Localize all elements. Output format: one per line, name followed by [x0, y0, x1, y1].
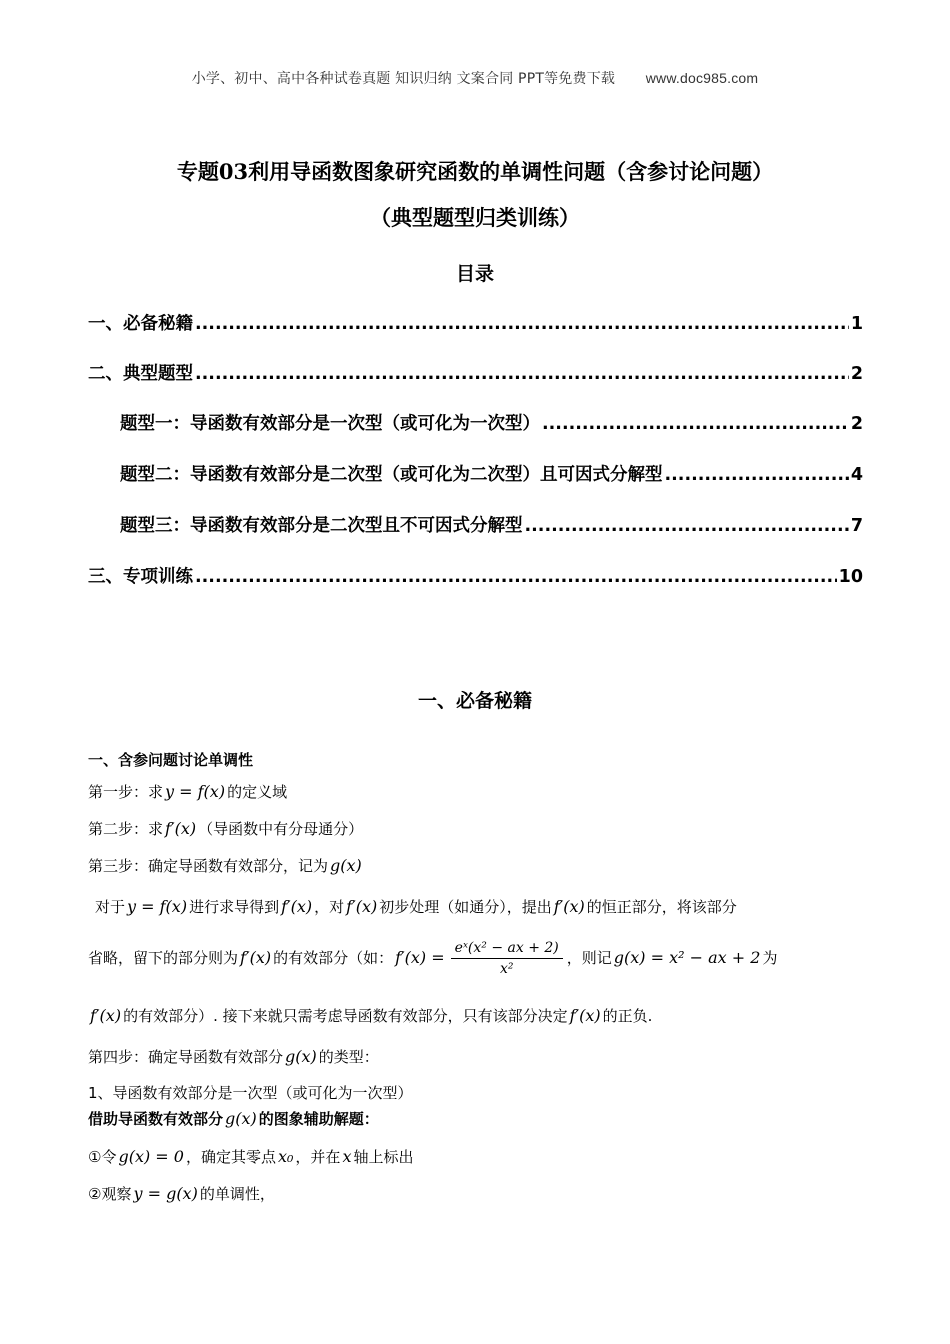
toc-leader-dots: [542, 414, 849, 434]
math-expr: y = f(x): [127, 897, 188, 916]
math-expr: x: [342, 1147, 352, 1166]
text: ，对: [314, 898, 345, 916]
math-expr: f′(x): [281, 897, 313, 916]
header-site-text: 小学、初中、高中各种试卷真题 知识归纳 文案合同 PPT等免费下载: [191, 71, 616, 87]
math-expr: f′(x): [569, 1006, 601, 1025]
text: ，确定其零点: [185, 1148, 276, 1166]
step-1: [88, 781, 287, 802]
text: 进行求导得到: [189, 898, 280, 916]
math-expr: g(x): [285, 1047, 317, 1066]
math-expr: f′(x): [346, 897, 378, 916]
text: ②观察: [88, 1185, 132, 1203]
toc-item-label: 题型三：导函数有效部分是二次型且不可因式分解型: [120, 516, 523, 536]
text: 借助导函数有效部分: [88, 1110, 224, 1128]
text: 为: [762, 949, 778, 967]
step-2-tail: （导函数中有分母通分）: [198, 820, 364, 838]
toc-leader-dots: [195, 314, 849, 334]
toc-item-page: 2: [850, 414, 863, 434]
paragraph-sign: [88, 1005, 652, 1026]
text: 的恒正部分，将该部分: [586, 898, 737, 916]
text: 的单调性，: [199, 1185, 275, 1203]
header-url[interactable]: www.doc985.com: [645, 70, 759, 86]
text: ，并在: [295, 1148, 341, 1166]
page-header: [0, 68, 950, 88]
step-2: [88, 818, 363, 839]
math-expr: f′(x): [553, 897, 585, 916]
math-expr: x₀: [277, 1147, 294, 1166]
math-expr: g(x): [225, 1109, 257, 1128]
step-3-text: 第三步：确定导函数有效部分，记为: [88, 857, 329, 875]
toc-item-page: 2: [850, 364, 863, 384]
toc-heading: 目录: [455, 263, 494, 285]
step-2-text: 第二步：求: [88, 820, 164, 838]
toc-item[interactable]: [120, 461, 863, 486]
step-4-text: 第四步：确定导函数有效部分: [88, 1048, 284, 1066]
math-expr: f′(x): [90, 1006, 122, 1025]
toc-item[interactable]: [120, 512, 863, 537]
math-expr: f′(x): [240, 948, 272, 967]
toc-item-page: 1: [850, 314, 863, 334]
fraction-denominator: x²: [499, 961, 514, 977]
math-fraction: [451, 940, 563, 977]
aid-heading: [88, 1108, 379, 1129]
text: ①令: [88, 1148, 117, 1166]
toc-item-page: 10: [838, 567, 863, 587]
text: 的有效部分（如：: [273, 949, 394, 967]
toc-leader-dots: [195, 567, 837, 587]
math-expr: g(x) = x² − ax + 2: [613, 948, 761, 967]
subsection-heading: 一、含参问题讨论单调性: [88, 751, 254, 769]
paragraph-effective-part: [95, 896, 737, 917]
toc-item[interactable]: [120, 410, 863, 435]
text: 对于: [95, 898, 126, 916]
step-circle-1: [88, 1146, 413, 1167]
toc-item-label: 二、典型题型: [88, 364, 193, 384]
toc-item-label: 一、必备秘籍: [88, 314, 193, 334]
text: 省略，留下的部分则为: [88, 949, 239, 967]
text: ，则记: [566, 949, 612, 967]
document-title: 专题03利用导函数图象研究函数的单调性问题（含参讨论问题）: [176, 159, 774, 184]
step-4: [88, 1046, 379, 1067]
toc-item[interactable]: [88, 563, 863, 588]
step-3: [88, 855, 364, 876]
math-expr: g(x) = 0: [118, 1147, 184, 1166]
math-expr: f′(x): [165, 819, 197, 838]
step-1-tail: 的定义域: [227, 783, 288, 801]
step-circle-2: [88, 1183, 275, 1204]
math-expr: f′(x) =: [395, 948, 445, 967]
text: 的正负.: [602, 1007, 653, 1025]
toc-leader-dots: [525, 516, 849, 536]
toc-leader-dots: [665, 465, 849, 485]
toc-item[interactable]: [88, 360, 863, 385]
toc-item-label: 三、专项训练: [88, 567, 193, 587]
toc-item[interactable]: [88, 310, 863, 335]
math-expr: g(x): [330, 856, 362, 875]
text: 初步处理（如通分），提出: [379, 898, 552, 916]
document-subtitle: （典型题型归类训练）: [370, 205, 580, 230]
section-heading: 一、必备秘籍: [417, 690, 532, 712]
step-1-text: 第一步：求: [88, 783, 164, 801]
paragraph-example: [88, 940, 777, 977]
step-4-tail: 的类型：: [318, 1048, 379, 1066]
toc-leader-dots: [195, 364, 849, 384]
text: 的图象辅助解题：: [258, 1110, 379, 1128]
toc-item-page: 4: [850, 465, 863, 485]
toc-item-page: 7: [850, 516, 863, 536]
math-expr: y = g(x): [133, 1184, 198, 1203]
math-expr: y = f(x): [165, 782, 226, 801]
text: 轴上标出: [353, 1148, 414, 1166]
toc-item-label: 题型一：导函数有效部分是一次型（或可化为一次型）: [120, 414, 540, 434]
fraction-numerator: eˣ(x² − ax + 2): [451, 940, 563, 959]
type-1-heading: 1、导函数有效部分是一次型（或可化为一次型）: [88, 1084, 413, 1102]
toc-item-label: 题型二：导函数有效部分是二次型（或可化为二次型）且可因式分解型: [120, 465, 663, 485]
text: 的有效部分）. 接下来就只需考虑导函数有效部分，只有该部分决定: [123, 1007, 568, 1025]
